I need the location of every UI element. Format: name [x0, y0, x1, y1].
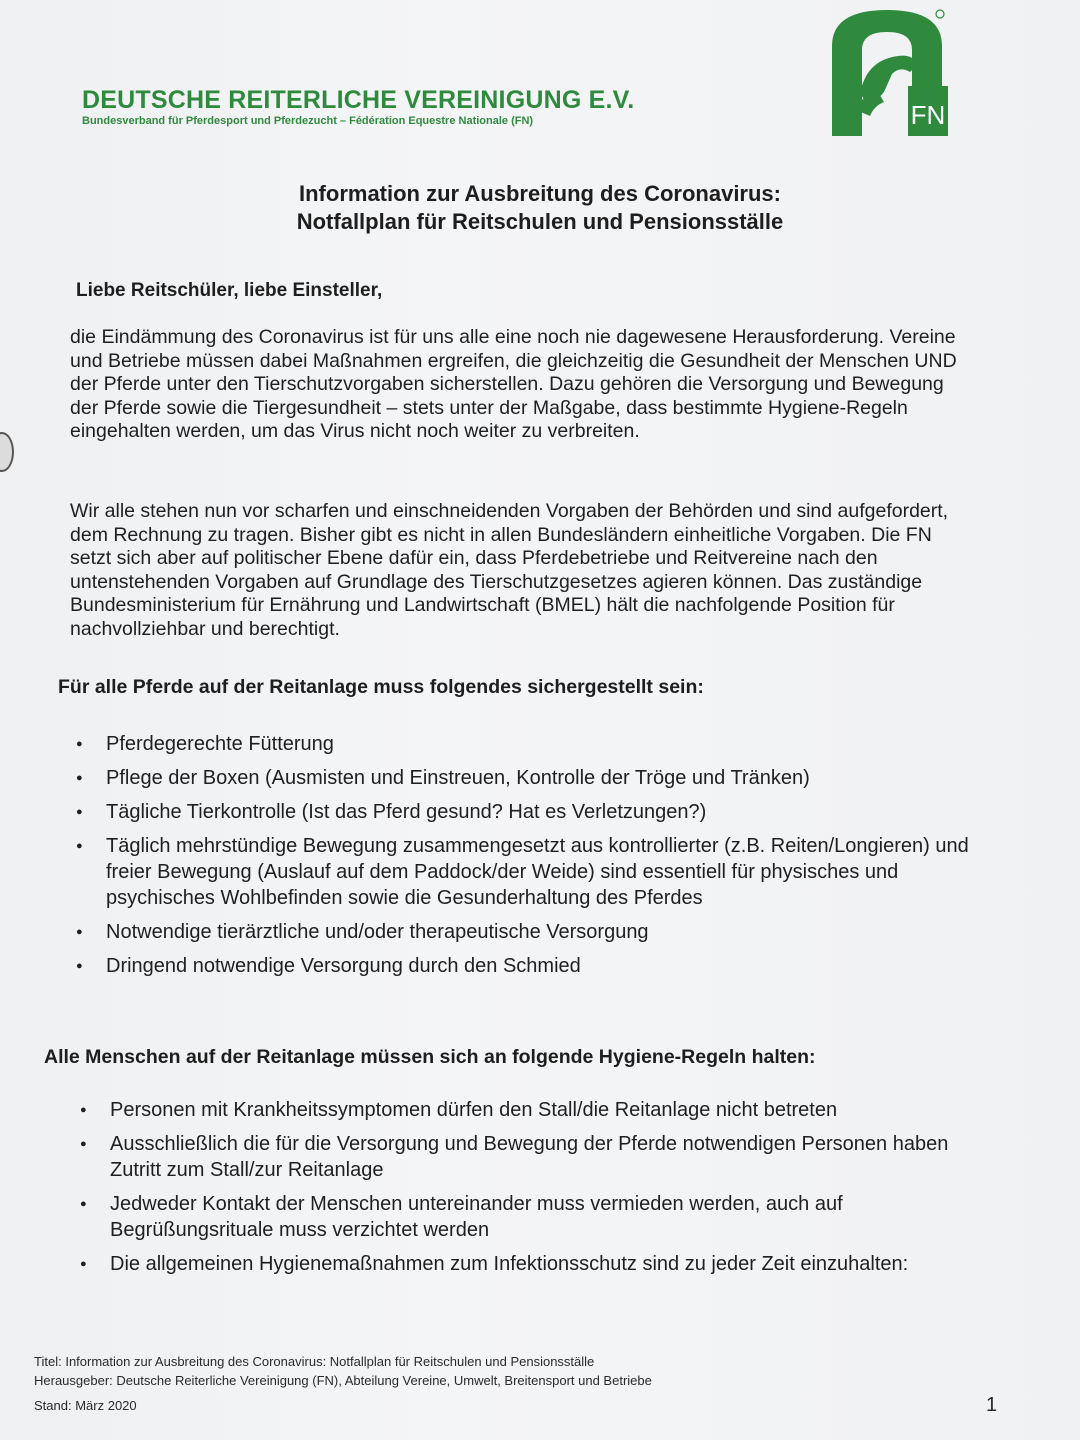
organization-name: DEUTSCHE REITERLICHE VEREINIGUNG E.V.: [82, 86, 635, 114]
list-item: ● Personen mit Krankheitssymptomen dürfen den Stall/die Reitanlage nicht betreten: [80, 1097, 980, 1123]
footer-title-value: Information zur Ausbreitung des Coronavirus: Notfallplan für Reitschulen und Pensionsställe: [65, 1354, 595, 1369]
horses-section-heading: Für alle Pferde auf der Reitanlage muss folgendes sichergestellt sein:: [58, 676, 704, 698]
list-item: ● Notwendige tierärztliche und/oder therapeutische Versorgung: [76, 919, 976, 945]
fn-logo-text: FN: [910, 100, 946, 130]
footer-publisher-label: Herausgeber:: [34, 1373, 113, 1388]
list-item: ● Pflege der Boxen (Ausmisten und Einstreuen, Kontrolle der Tröge und Tränken): [76, 765, 976, 791]
list-item: ● Täglich mehrstündige Bewegung zusammengesetzt aus kontrollierter (z.B. Reiten/Longieren) und freier Bewegung (Auslauf auf dem Paddock/der Weide) sind essentiell für physisches und psychisches Wohlbefinden sowie die Gesunderhaltung des Pferdes: [76, 833, 976, 911]
fn-logo-icon: [826, 6, 948, 136]
hygiene-section-heading: Alle Menschen auf der Reitanlage müssen sich an folgende Hygiene-Regeln halten:: [44, 1046, 816, 1068]
list-item: ● Tägliche Tierkontrolle (Ist das Pferd gesund? Hat es Verletzungen?): [76, 799, 976, 825]
footer-title-label: Titel:: [34, 1354, 62, 1369]
document-footer: [34, 1352, 652, 1415]
list-item: ● Dringend notwendige Versorgung durch den Schmied: [76, 953, 976, 979]
footer-publisher-value: Deutsche Reiterliche Vereinigung (FN), Abteilung Vereine, Umwelt, Breitensport und Betriebe: [116, 1373, 652, 1388]
context-paragraph: Wir alle stehen nun vor scharfen und einschneidenden Vorgaben der Behörden und sind aufgefordert, dem Rechnung zu tragen. Bisher gibt es nicht in allen Bundesländern einheitliche Vorgaben. Die FN setzt sich aber auf politischer Ebene dafür ein, dass Pferdebetriebe und Reitvereine nach den untenstehenden Vorgaben auf Grundlage des Tierschutzgesetzes agieren können. Das zuständige Bundesministerium für Ernährung und Landwirtschaft (BMEL) hält die nachfolgende Position für nachvollziehbar und berechtigt.: [70, 500, 949, 640]
list-item: ● Die allgemeinen Hygienemaßnahmen zum Infektionsschutz sind zu jeder Zeit einzuhalten:: [80, 1251, 980, 1277]
page-number: 1: [986, 1394, 998, 1416]
document-title-line2: Notfallplan für Reitschulen und Pensionsställe: [296, 209, 784, 234]
intro-paragraph: die Eindämmung des Coronavirus ist für uns alle eine noch nie dagewesene Herausforderung. Vereine und Betriebe müssen dabei Maßnahmen ergreifen, die gleichzeitig die Gesundheit der Menschen UND der Pferde unter den Tierschutzvorgaben sicherstellen. Dazu gehören die Versorgung und Bewegung der Pferde sowie die Tiergesundheit – stets unter der Maßgabe, dass bestimmte Hygiene-Regeln eingehalten werden, um das Virus nicht noch weiter zu verbreiten.: [70, 326, 957, 442]
footer-publisher-line: [34, 1371, 652, 1390]
document-title: [150, 180, 930, 236]
footer-date-value: März 2020: [75, 1398, 137, 1413]
greeting: Liebe Reitschüler, liebe Einsteller,: [76, 280, 383, 301]
horses-requirements-list: [76, 731, 976, 987]
document-title-line1: Information zur Ausbreitung des Coronavirus:: [299, 181, 781, 206]
list-item: ● Ausschließlich die für die Versorgung und Bewegung der Pferde notwendigen Personen haben Zutritt zum Stall/zur Reitanlage: [80, 1131, 980, 1183]
footer-date-line: [34, 1396, 652, 1415]
hygiene-rules-list: [80, 1097, 980, 1285]
footer-date-label: Stand:: [34, 1398, 72, 1413]
footer-title-line: [34, 1352, 652, 1371]
punch-hole: [0, 432, 14, 472]
list-item: ● Pferdegerechte Fütterung: [76, 731, 976, 757]
organization-subtitle: Bundesverband für Pferdesport und Pferdezucht – Fédération Equestre Nationale (FN): [82, 115, 534, 127]
organization-header: [82, 86, 634, 128]
list-item: ● Jedweder Kontakt der Menschen untereinander muss vermieden werden, auch auf Begrüßungsrituale muss verzichtet werden: [80, 1191, 980, 1243]
